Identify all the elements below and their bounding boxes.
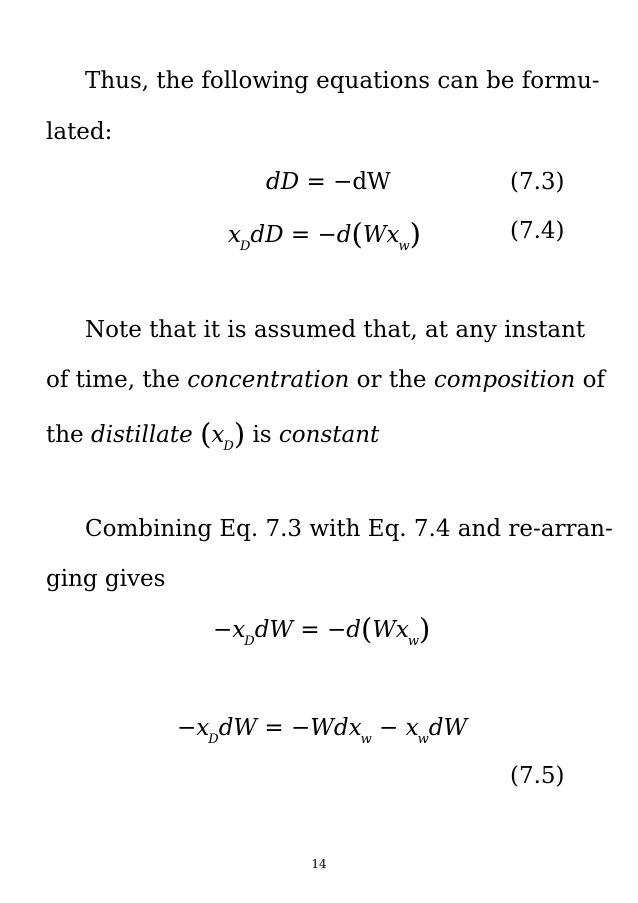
equation-number-7-3: (7.3) [510,169,565,195]
eq73-lhs: dD [266,169,300,195]
p2-composition: composition [433,367,576,393]
eq73-rhs: = −dW [306,169,391,195]
equation-number-7-5: (7.5) [510,763,565,789]
eq74-sub-d: D [239,239,251,254]
eqb-d: dW [428,715,468,741]
paragraph-1-line-2: lated: [46,119,113,145]
equation-7-3 [266,171,391,194]
p2-is: is [245,422,279,448]
eqa-lhs-b: dW = −d [254,617,361,643]
eqa-lhs-a: −x [213,617,246,643]
equation-number-7-4: (7.4) [510,218,565,244]
paragraph-2-line-2 [46,367,606,393]
equation-7-4 [228,217,421,254]
paragraph-1-line-1: Thus, the following equations can be formu- [85,68,600,94]
eqb-sub-1: D [208,732,219,747]
eq74-open-paren: ( [351,217,363,251]
eqa-close-paren: ) [419,612,431,646]
eqa-open-paren: ( [360,612,373,646]
p2-constant: constant [278,422,380,448]
equation-combined [213,612,431,649]
eqb-b: dW = −Wdx [218,715,362,741]
p2-sub-d: D [223,439,234,454]
paragraph-3-line-2: ging gives [46,566,166,592]
p2-close-paren: ) [233,417,246,451]
p2-open-paren: ( [200,417,212,451]
eqa-sub-d: D [244,634,255,649]
eqb-sub-3: w [417,732,429,747]
eq74-lhs-rest: dD = −d [250,222,352,248]
p2-x: x [211,422,225,448]
paragraph-2-line-1: Note that it is assumed that, at any instant [85,317,586,343]
eqb-c: − x [371,715,419,741]
p2-concentration: concentration [187,367,350,393]
eqa-inner-sub: w [407,634,420,649]
eqa-inner: Wx [372,617,409,643]
p2-distillate: distillate [90,422,193,448]
eq74-inner-sub: w [398,239,410,254]
paragraph-3-line-1: Combining Eq. 7.3 with Eq. 7.4 and re-arran- [85,516,613,542]
p2-text-a: of time, the [46,367,188,393]
p2-text-e: of [575,367,606,393]
page-number: 14 [311,857,327,871]
p2-text-c: or the [349,367,434,393]
eq74-close-paren: ) [409,217,421,251]
eq74-x: x [228,222,241,248]
eq74-inner: Wx [362,222,400,248]
paragraph-2-line-3 [46,417,560,454]
eqb-sub-2: w [360,732,372,747]
equation-7-5 [177,715,468,747]
p2-the: the [46,422,91,448]
eqb-a: −x [177,715,210,741]
